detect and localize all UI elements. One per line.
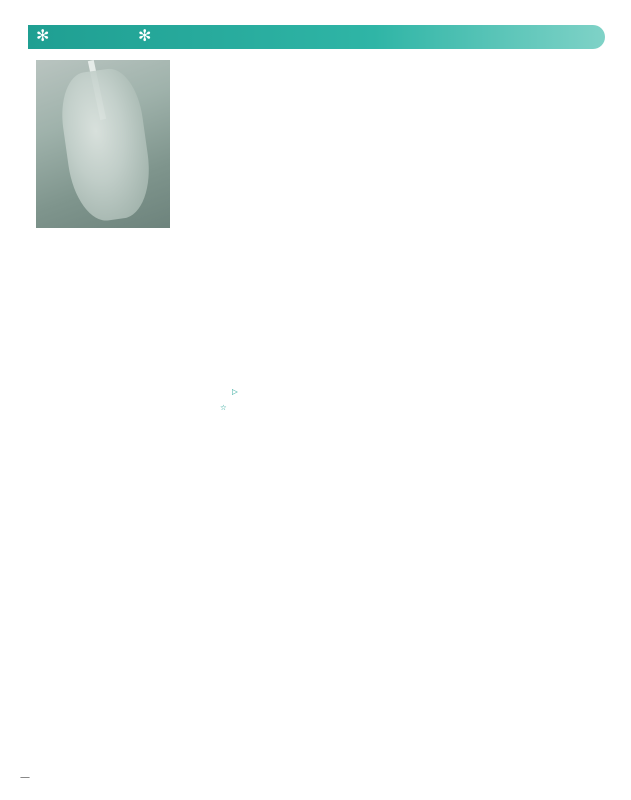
star-switch-icon: ☆ (220, 403, 227, 412)
book-title: — (20, 772, 30, 783)
snowflake-icon: ✻ (138, 26, 152, 45)
triangle-start-icon: ▷ (232, 387, 238, 396)
snowflake-icon: ✻ (36, 26, 50, 45)
